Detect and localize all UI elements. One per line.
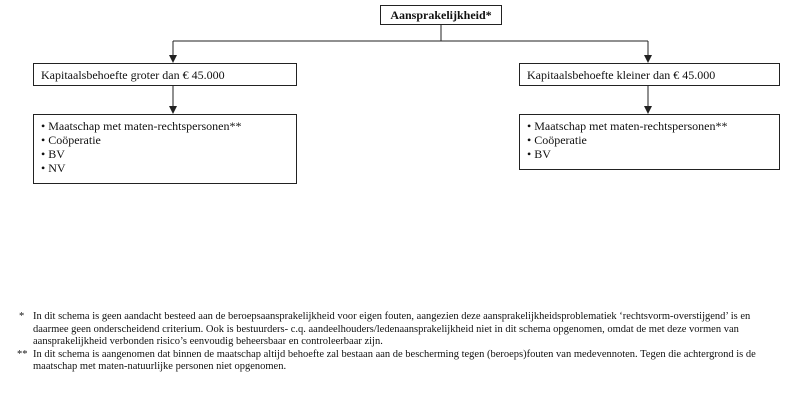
footnote-marker: **: [17, 348, 28, 360]
branch-heading-groter: Kapitaalsbehoefte groter dan € 45.000: [41, 68, 225, 82]
root-node-aansprakelijkheid: [380, 5, 502, 25]
footnote-single-asterisk: [17, 311, 787, 349]
footnote-text: In dit schema is geen aandacht besteed aan de beroepsaansprakelijkheid voor eigen fouten, aangezien deze aansprakelijkheidsproblematiek ‘rechtsvorm-overstijgend’ is en daarmee geen onderscheidend criterium. Ook is bestuurders- c.q. aandeelhouders/ledenaansprakelijkheid niet in dit schema opgenomen, omdat de met deze vormen van aansprakelijkheid verbonden risico’s eenvoudig beheersbaar en controleerbaar zijn.: [33, 311, 751, 348]
list-item: • Coöperatie: [41, 133, 101, 147]
list-item: • BV: [41, 147, 65, 161]
root-node-label: Aansprakelijkheid*: [390, 8, 492, 22]
list-item: • NV: [41, 161, 66, 175]
branch-node-kleiner: [519, 63, 780, 86]
list-item: • BV: [527, 147, 551, 161]
list-item: • Coöperatie: [527, 133, 587, 147]
list-item: • Maatschap met maten-rechtspersonen**: [41, 119, 242, 133]
branch-heading-kleiner: Kapitaalsbehoefte kleiner dan € 45.000: [527, 68, 716, 82]
legal-forms-list-kleiner: [519, 114, 780, 170]
footnote-double-asterisk: [17, 349, 787, 374]
footnote-marker: *: [19, 311, 25, 322]
legal-forms-list-groter: [33, 114, 297, 184]
list-item: • Maatschap met maten-rechtspersonen**: [527, 119, 728, 133]
footnotes: [17, 311, 787, 374]
footnote-text: In dit schema is aangenomen dat binnen de maatschap altijd behoefte zal bestaan aan de bescherming tegen (beroeps)fouten van medevennoten. Tegen die achtergrond is de maatschap met maten-natuurlijke personen niet opgenomen.: [33, 348, 756, 373]
branch-node-groter: [33, 63, 297, 86]
